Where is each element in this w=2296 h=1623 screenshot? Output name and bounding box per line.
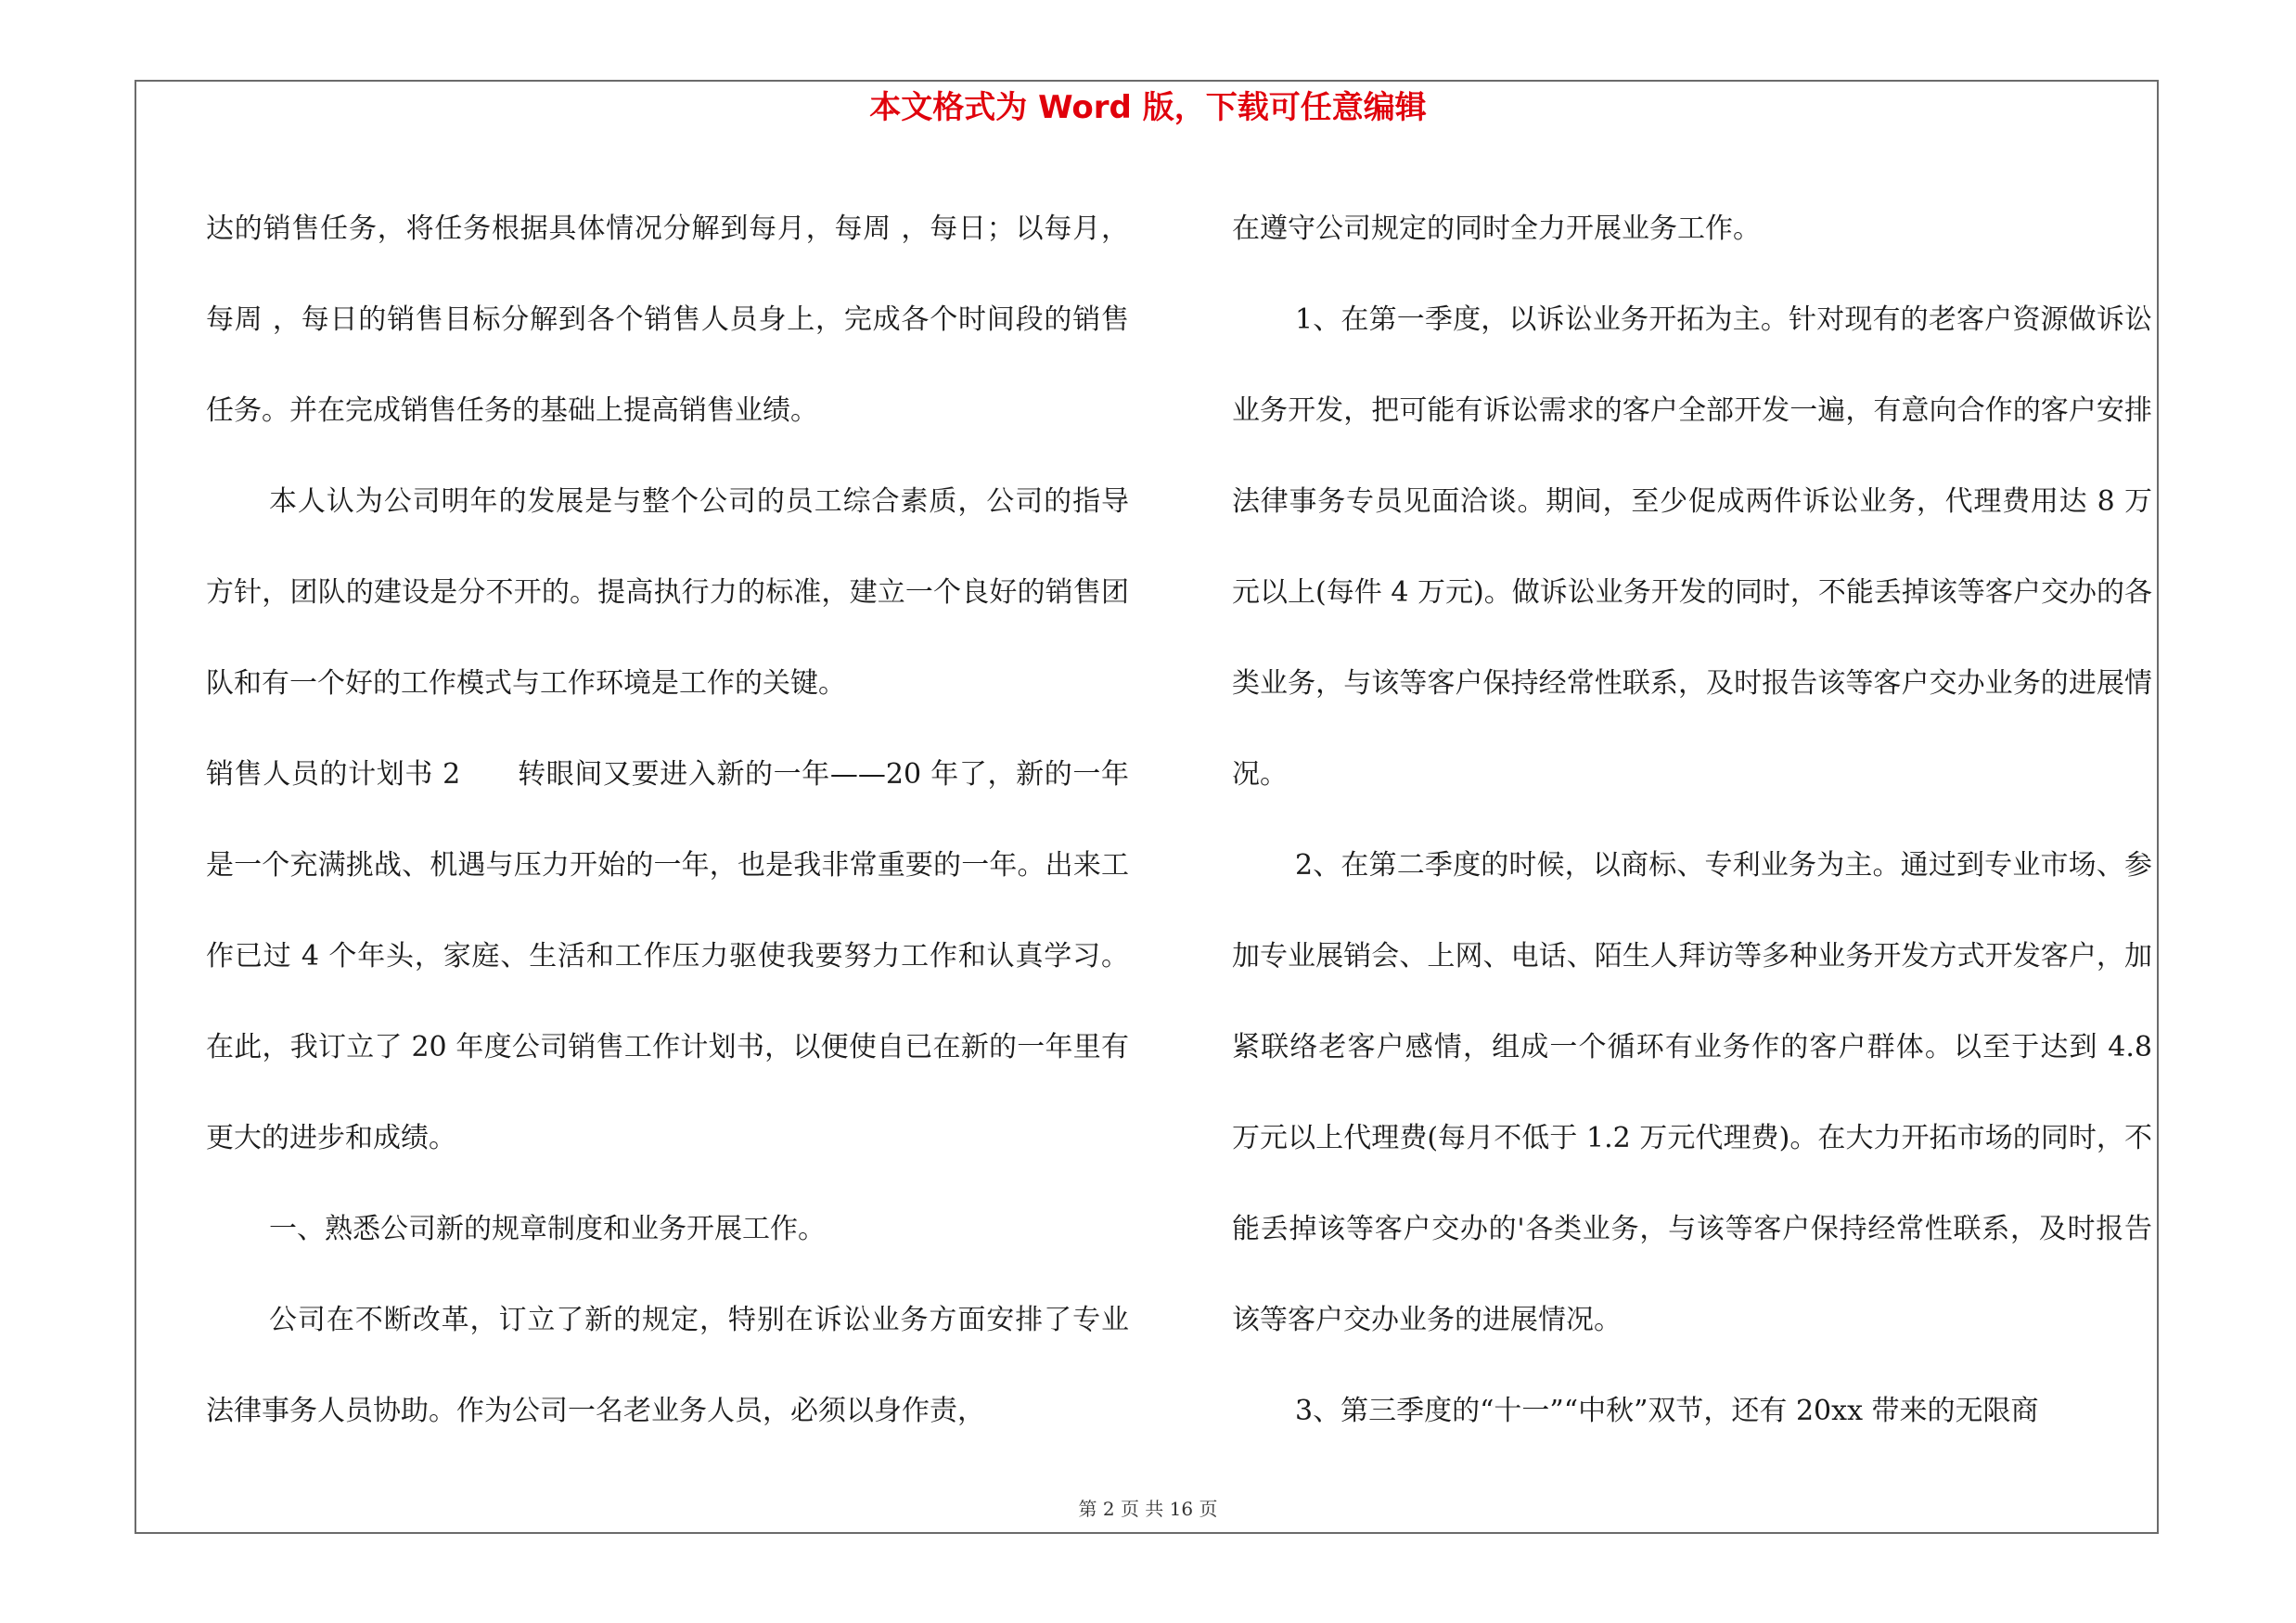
format-banner: 本文格式为 Word 版，下载可任意编辑 [869, 89, 1427, 126]
paragraph: 销售人员的计划书 2 转眼间又要进入新的一年——20 年了，新的一年是一个充满挑战、机遇与压力开始的一年，也是我非常重要的一年。出来工作已过 4 个年头，家庭、生活和工作压力驱使我要努力工作和认真学习。在此，我订立了 20 年度公司销售工作计划书，以便使自已在新的一年里有更大的进步和成绩。 [206, 758, 1129, 1154]
paragraph: 3、第三季度的“十一”“中秋”双节，还有 20xx 带来的无限商 [1295, 1395, 2039, 1427]
paragraph: 公司在不断改革，订立了新的规定，特别在诉讼业务方面安排了专业法律事务人员协助。作为公司一名老业务人员，必须以身作责， [206, 1304, 1129, 1427]
left-column [206, 184, 1129, 1457]
section-heading: 一、熟悉公司新的规章制度和业务开展工作。 [269, 1213, 826, 1245]
page-number: 第 2 页 共 16 页 [1078, 1498, 1218, 1520]
paragraph: 在遵守公司规定的同时全力开展业务工作。 [1232, 213, 1761, 245]
right-column [1232, 184, 2152, 1457]
paragraph: 本人认为公司明年的发展是与整个公司的员工综合素质，公司的指导方针，团队的建设是分不开的。提高执行力的标准，建立一个良好的销售团队和有一个好的工作模式与工作环境是工作的关键。 [206, 485, 1129, 700]
paragraph: 2、在第二季度的时候，以商标、专利业务为主。通过到专业市场、参加专业展销会、上网、电话、陌生人拜访等多种业务开发方式开发客户，加紧联络老客户感情，组成一个循环有业务作的客户群体。以至于达到 4.8 万元以上代理费(每月不低于 1.2 万元代理费)。在大力开拓市场的同时，不能丢掉该等客户交办的'各类业务，与该等客户保持经常性联系，及时报告该等客户交办业务的进展情况。 [1232, 849, 2152, 1336]
paragraph: 1、在第一季度，以诉讼业务开拓为主。针对现有的老客户资源做诉讼业务开发，把可能有诉讼需求的客户全部开发一遍，有意向合作的客户安排法律事务专员见面洽谈。期间，至少促成两件诉讼业务，代理费用达 8 万元以上(每件 4 万元)。做诉讼业务开发的同时，不能丢掉该等客户交办的各类业务，与该等客户保持经常性联系，及时报告该等客户交办业务的进展情况。 [1232, 303, 2152, 791]
paragraph: 达的销售任务，将任务根据具体情况分解到每月，每周 ，每日；以每月，每周 ，每日的销售目标分解到各个销售人员身上，完成各个时间段的销售任务。并在完成销售任务的基础上提高销售业绩。 [206, 213, 1129, 427]
